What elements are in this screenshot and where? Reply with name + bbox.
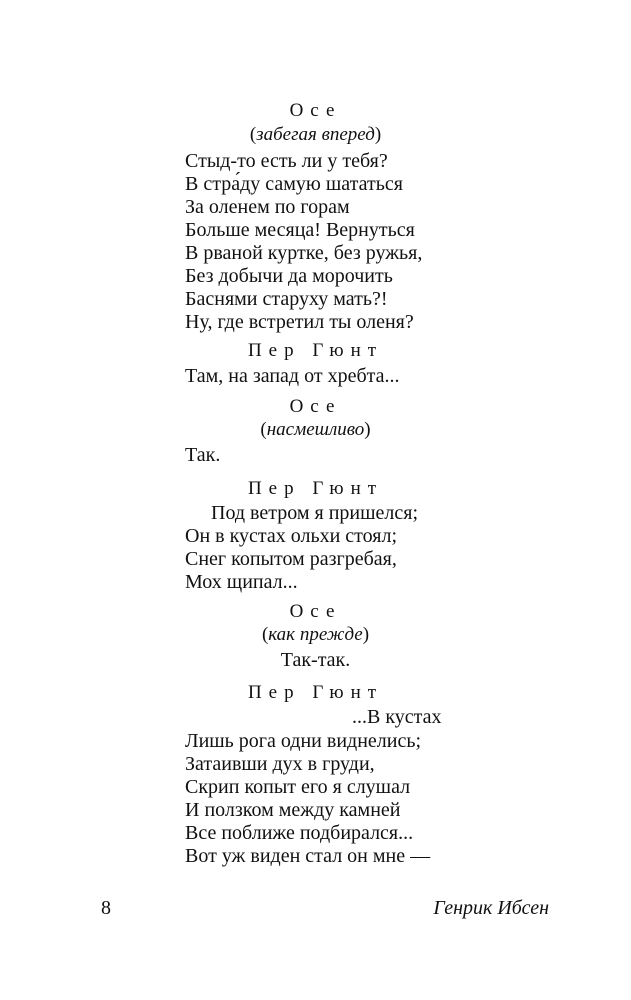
stage-direction-text: забегая вперед <box>256 124 375 145</box>
verse-line: Там, на запад от хребта... <box>185 365 400 387</box>
verse-line: Больше месяца! Вернуться <box>185 219 415 241</box>
verse-line: Затаивши дух в груди, <box>185 753 375 775</box>
verse-line: Под ветром я пришелся; <box>211 502 419 524</box>
verse-line: В стра́ду самую шататься <box>185 173 403 195</box>
stage-direction-text: как прежде <box>268 624 363 645</box>
stage-direction: (насмешливо) <box>260 419 371 440</box>
verse-line: Скрип копыт его я слушал <box>185 776 411 798</box>
verse-line: В рваной куртке, без ружья, <box>185 242 423 264</box>
speaker-name: Осе <box>289 601 342 622</box>
verse-line: И ползком между камней <box>185 799 401 821</box>
stage-direction: (забегая вперед) <box>249 124 382 145</box>
verse-line: Мох щипал... <box>185 571 298 593</box>
verse-line: Лишь рога одни виднелись; <box>185 730 422 752</box>
verse-line: Снег копытом разгребая, <box>185 548 397 570</box>
verse-line: Все поближе подбирался... <box>185 822 414 844</box>
speaker-name: Пер Гюнт <box>247 340 384 361</box>
verse-line: Без добычи да морочить <box>185 265 393 287</box>
verse-line: ...В кустах <box>352 706 442 728</box>
verse-line: За оленем по горам <box>185 196 350 218</box>
running-footer-author: Генрик Ибсен <box>433 897 549 919</box>
speaker-name: Осе <box>289 100 342 121</box>
verse-line: Ну, где встретил ты оленя? <box>185 311 414 333</box>
verse-line: Он в кустах ольхи стоял; <box>185 525 398 547</box>
verse-line: Стыд-то есть ли у тебя? <box>185 150 388 172</box>
page-number: 8 <box>101 897 111 919</box>
speaker-name: Пер Гюнт <box>247 478 384 499</box>
verse-line: Так. <box>185 444 221 466</box>
stage-direction: (как прежде) <box>261 624 370 645</box>
stage-direction-text: насмешливо <box>266 419 365 440</box>
verse-line: Так-так. <box>280 649 351 671</box>
speaker-name: Пер Гюнт <box>247 682 384 703</box>
speaker-name: Осе <box>289 396 342 417</box>
verse-line: Баснями старуху мать?! <box>185 288 388 310</box>
verse-line: Вот уж виден стал он мне — <box>185 845 431 867</box>
